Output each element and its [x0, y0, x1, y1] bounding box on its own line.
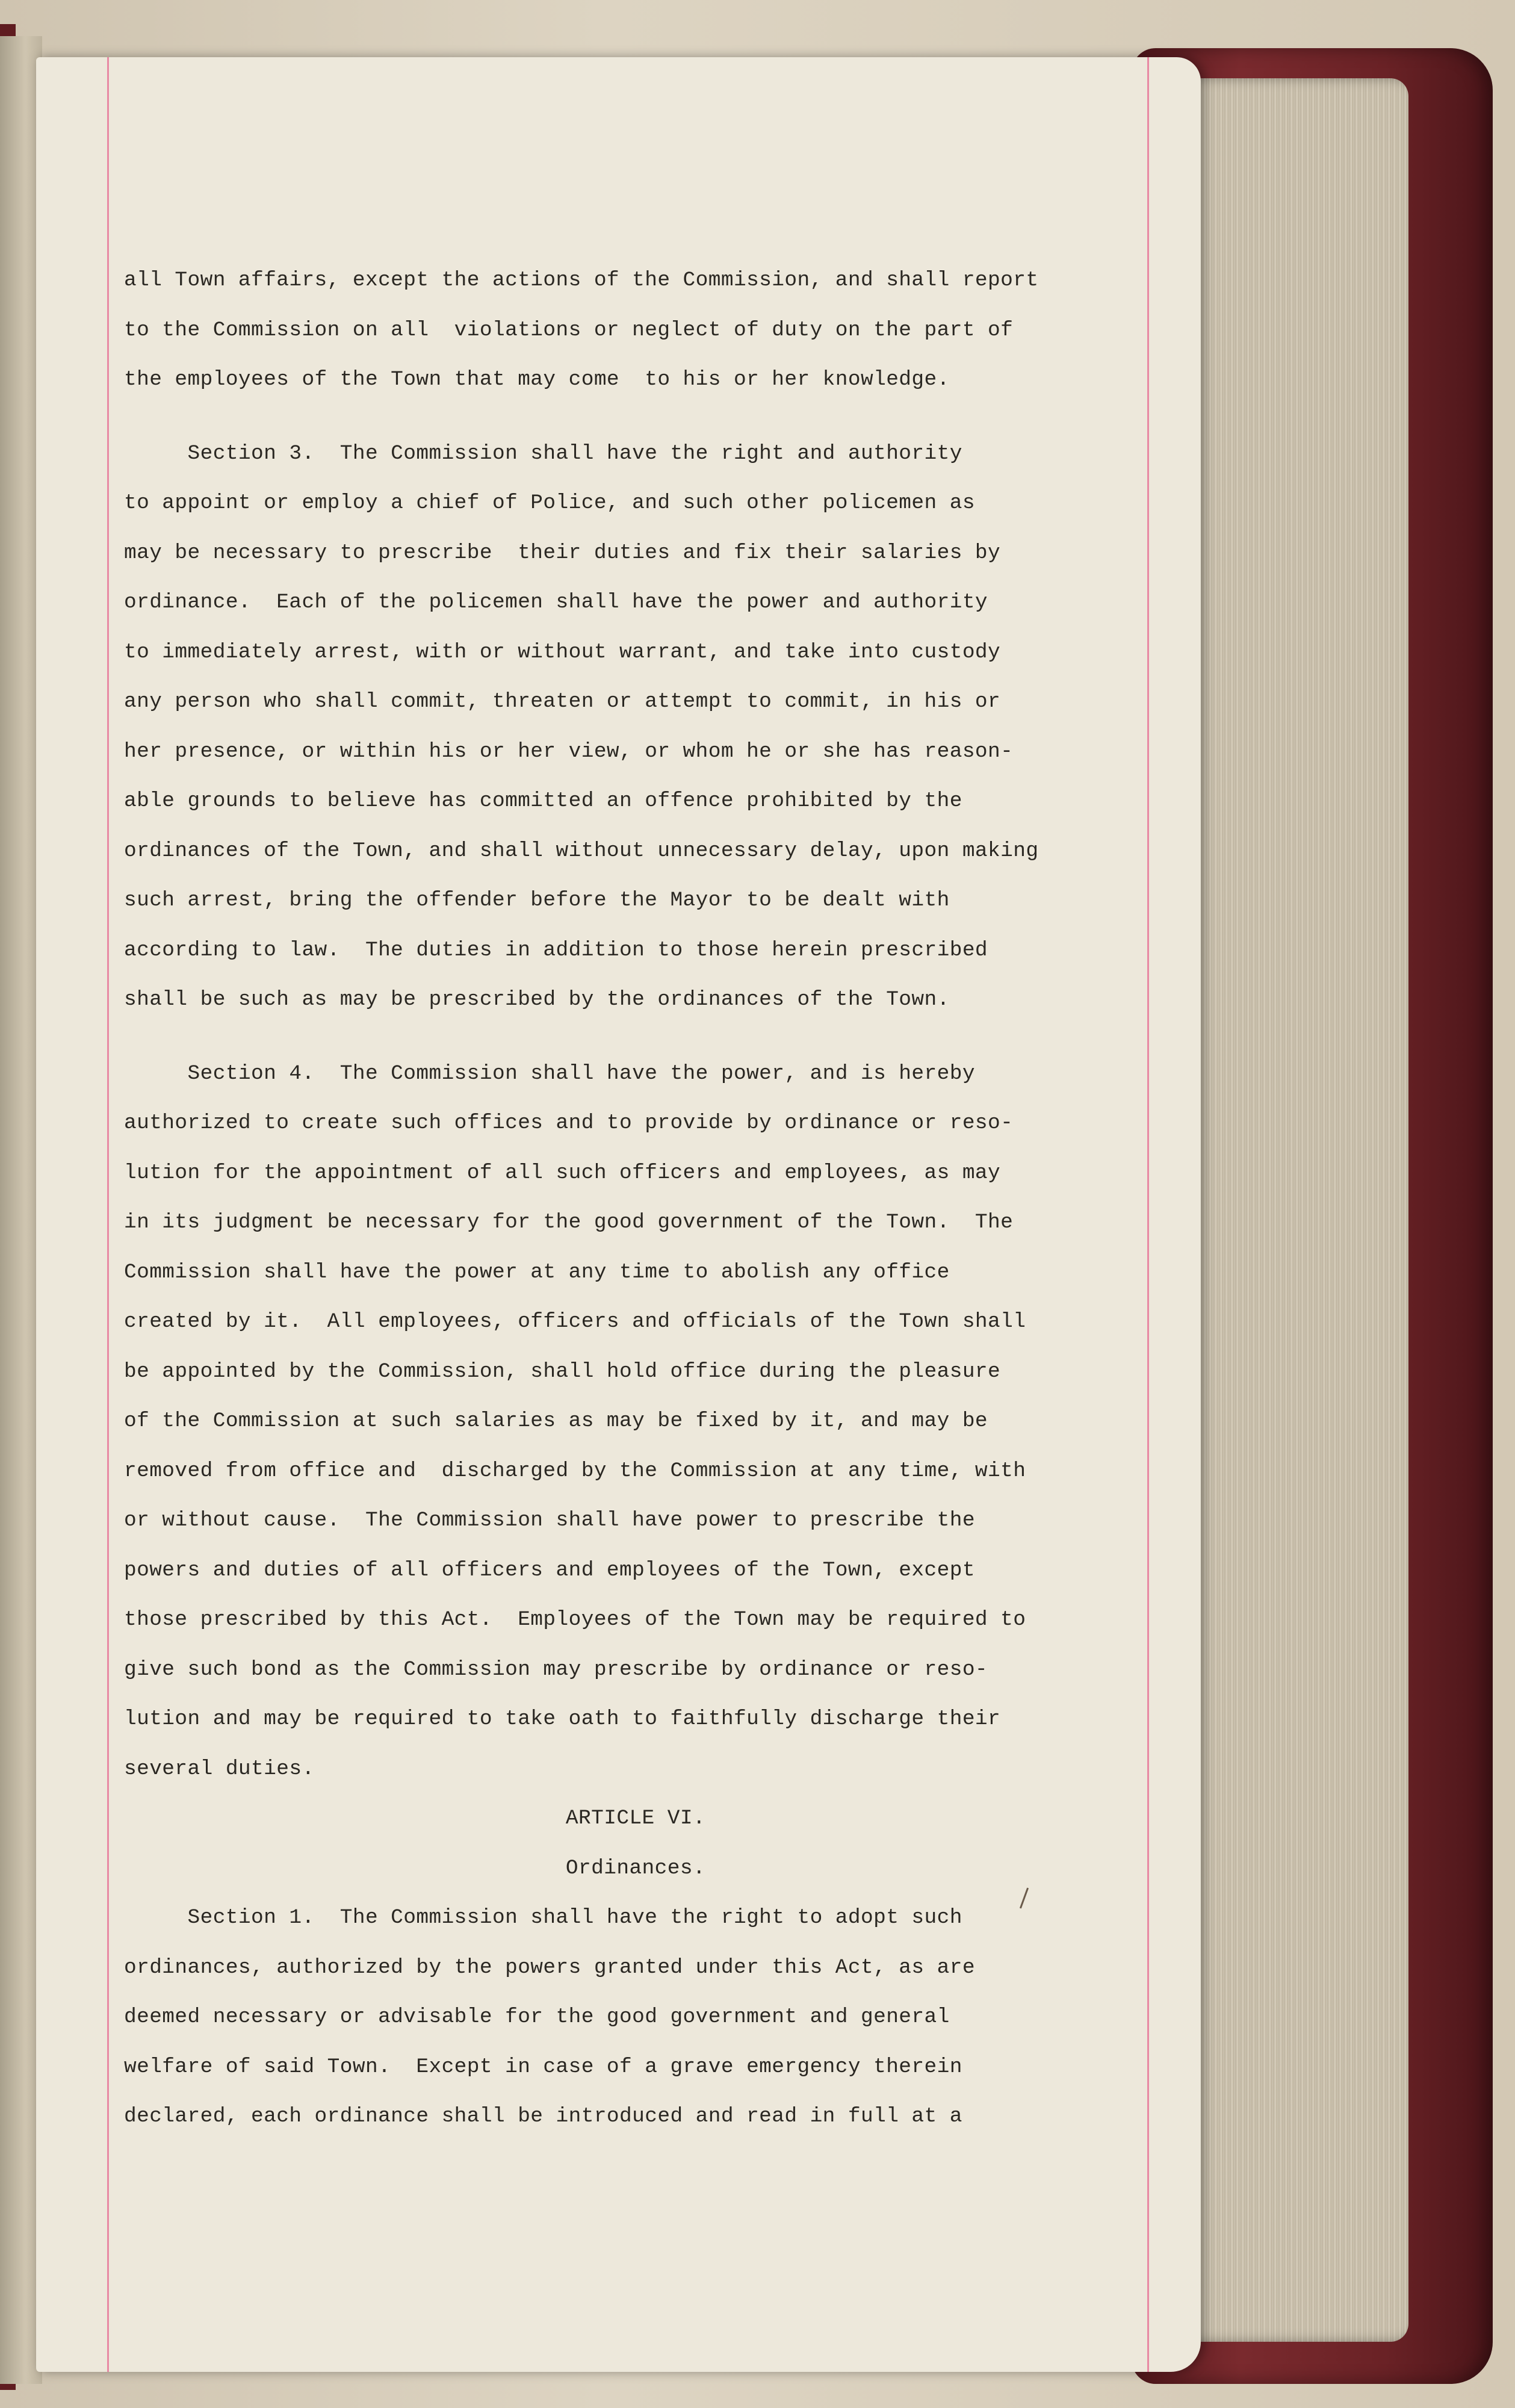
typed-text [124, 256, 1244, 2142]
text-line: to the Commission on all violations or neglect of duty on the part of [124, 318, 1014, 342]
text-line: declared, each ordinance shall be introduced and read in full at a [124, 2105, 962, 2128]
text-line: able grounds to believe has committed an offence prohibited by the [124, 789, 962, 813]
text-line: her presence, or within his or her view, or whom he or she has reason- [124, 739, 1014, 763]
text-line: powers and duties of all officers and employees of the Town, except [124, 1558, 975, 1582]
text-line: according to law. The duties in addition to those herein prescribed [124, 938, 988, 962]
paragraph-section-4 [124, 1049, 1244, 1795]
article-subheading: Ordinances. [565, 1856, 706, 1880]
text-line: welfare of said Town. Except in case of a grave emergency therein [124, 2055, 962, 2079]
text-line: of the Commission at such salaries as may be fixed by it, and may be [124, 1409, 988, 1433]
text-line: be appointed by the Commission, shall hold office during the pleasure [124, 1359, 1001, 1383]
text-line: ordinances, authorized by the powers granted under this Act, as are [124, 1955, 975, 1979]
paragraph-continuation [124, 256, 1244, 405]
article-heading: ARTICLE VI. [565, 1807, 706, 1830]
text-line: to appoint or employ a chief of Police, and such other policemen as [124, 491, 975, 515]
text-line: authorized to create such offices and to provide by ordinance or reso- [124, 1111, 1014, 1135]
text-line: to immediately arrest, with or without warrant, and take into custody [124, 640, 1001, 664]
text-line: or without cause. The Commission shall have power to prescribe the [124, 1509, 975, 1532]
document-page [36, 57, 1201, 2372]
text-line: in its judgment be necessary for the good government of the Town. The [124, 1211, 1014, 1234]
text-line: any person who shall commit, threaten or attempt to commit, in his or [124, 690, 1001, 713]
paragraph-article-6-section-1 [124, 1893, 1244, 2142]
text-line: Commission shall have the power at any time to abolish any office [124, 1260, 950, 1284]
text-line: deemed necessary or advisable for the good government and general [124, 2005, 950, 2029]
text-line: shall be such as may be prescribed by the ordinances of the Town. [124, 988, 950, 1011]
text-line: those prescribed by this Act. Employees of the Town may be required to [124, 1608, 1026, 1631]
text-line: lution and may be required to take oath to faithfully discharge their [124, 1707, 1001, 1731]
text-line: give such bond as the Commission may prescribe by ordinance or reso- [124, 1657, 988, 1681]
text-line: the employees of the Town that may come to his or her knowledge. [124, 368, 950, 391]
text-line: ordinances of the Town, and shall without unnecessary delay, upon making [124, 839, 1039, 863]
text-line: such arrest, bring the offender before the Mayor to be dealt with [124, 889, 950, 912]
text-line: Section 1. The Commission shall have the right to adopt such [124, 1906, 962, 1929]
text-line: lution for the appointment of all such officers and employees, as may [124, 1161, 1001, 1185]
text-line: removed from office and discharged by the Commission at any time, with [124, 1459, 1026, 1483]
text-line: several duties. [124, 1757, 315, 1781]
text-line: created by it. All employees, officers and officials of the Town shall [124, 1310, 1026, 1333]
text-line: Section 3. The Commission shall have the right and authority [124, 441, 962, 465]
left-margin-rule [107, 57, 109, 2372]
text-line: all Town affairs, except the actions of the Commission, and shall report [124, 268, 1039, 292]
text-line: ordinance. Each of the policemen shall have the power and authority [124, 591, 988, 614]
text-line: may be necessary to prescribe their duties and fix their salaries by [124, 541, 1001, 565]
text-line: Section 4. The Commission shall have the power, and is hereby [124, 1061, 975, 1085]
paragraph-section-3 [124, 429, 1244, 1025]
